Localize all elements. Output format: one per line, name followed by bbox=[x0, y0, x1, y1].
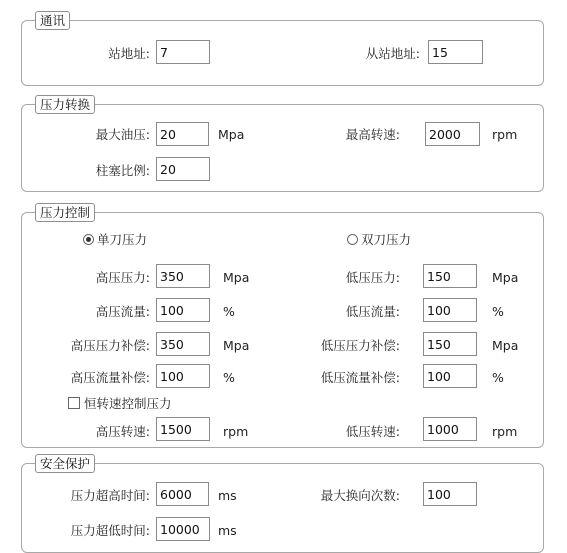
hp-speed-input[interactable] bbox=[156, 417, 210, 441]
hp-flow-comp-label: 高压流量补偿: bbox=[70, 370, 150, 385]
hp-pressure-comp-unit: Mpa bbox=[223, 338, 250, 353]
hp-flow-input[interactable] bbox=[156, 298, 210, 322]
lp-flow-comp-label: 低压流量补偿: bbox=[320, 370, 400, 385]
underpressure-time-unit: ms bbox=[218, 523, 237, 538]
hp-flow-unit: % bbox=[223, 304, 235, 319]
underpressure-time-input[interactable] bbox=[156, 517, 210, 541]
constant-speed-label: 恒转速控制压力 bbox=[84, 396, 172, 411]
overpressure-time-label: 压力超高时间: bbox=[70, 488, 150, 503]
hp-speed-label: 高压转速: bbox=[95, 424, 150, 439]
station-address-input[interactable] bbox=[156, 40, 210, 64]
overpressure-time-unit: ms bbox=[218, 488, 237, 503]
max-speed-unit: rpm bbox=[492, 127, 518, 142]
comm-group-title: 通讯 bbox=[35, 11, 70, 30]
hp-pressure-input[interactable] bbox=[156, 264, 210, 288]
underpressure-time-label: 压力超低时间: bbox=[70, 523, 150, 538]
lp-flow-comp-input[interactable] bbox=[423, 364, 477, 388]
lp-pressure-comp-input[interactable] bbox=[423, 332, 477, 356]
radio-single-blade[interactable] bbox=[83, 232, 147, 248]
lp-flow-comp-unit: % bbox=[492, 370, 504, 385]
lp-pressure-comp-label: 低压压力补偿: bbox=[320, 338, 400, 353]
hp-flow-comp-input[interactable] bbox=[156, 364, 210, 388]
overpressure-time-input[interactable] bbox=[156, 482, 209, 506]
lp-flow-input[interactable] bbox=[423, 298, 477, 322]
hp-flow-comp-unit: % bbox=[223, 370, 235, 385]
hp-pressure-label: 高压压力: bbox=[95, 270, 150, 285]
lp-speed-unit: rpm bbox=[492, 424, 518, 439]
hp-speed-unit: rpm bbox=[223, 424, 249, 439]
max-pressure-unit: Mpa bbox=[218, 127, 245, 142]
max-reversal-label: 最大换向次数: bbox=[320, 488, 400, 503]
lp-flow-label: 低压流量: bbox=[345, 304, 400, 319]
slave-address-input[interactable] bbox=[428, 40, 483, 64]
lp-flow-unit: % bbox=[492, 304, 504, 319]
constant-speed-checkbox[interactable] bbox=[68, 396, 172, 412]
lp-pressure-unit: Mpa bbox=[492, 270, 519, 285]
max-pressure-label: 最大油压: bbox=[95, 127, 150, 142]
radio-single-blade-label: 单刀压力 bbox=[97, 232, 148, 247]
slave-address-label: 从站地址: bbox=[365, 46, 420, 61]
hp-pressure-comp-input[interactable] bbox=[156, 332, 210, 356]
lp-pressure-label: 低压压力: bbox=[345, 270, 400, 285]
radio-selected-icon bbox=[83, 234, 94, 245]
plunger-ratio-input[interactable] bbox=[156, 157, 210, 181]
lp-speed-label: 低压转速: bbox=[345, 424, 400, 439]
control-group-title: 压力控制 bbox=[35, 203, 95, 222]
radio-unselected-icon bbox=[347, 234, 358, 245]
hp-pressure-unit: Mpa bbox=[223, 270, 250, 285]
max-reversal-input[interactable] bbox=[423, 482, 477, 506]
station-address-label: 站地址: bbox=[108, 46, 150, 61]
max-speed-input[interactable] bbox=[425, 122, 480, 146]
max-speed-label: 最高转速: bbox=[345, 127, 400, 142]
radio-double-blade[interactable] bbox=[347, 232, 411, 248]
plunger-ratio-label: 柱塞比例: bbox=[95, 163, 150, 178]
lp-pressure-comp-unit: Mpa bbox=[492, 338, 519, 353]
safety-group bbox=[21, 456, 544, 553]
hp-flow-label: 高压流量: bbox=[95, 304, 150, 319]
lp-pressure-input[interactable] bbox=[423, 264, 477, 288]
conversion-group-title: 压力转换 bbox=[35, 95, 95, 114]
lp-speed-input[interactable] bbox=[423, 417, 477, 441]
max-pressure-input[interactable] bbox=[156, 122, 209, 146]
checkbox-unchecked-icon bbox=[68, 397, 80, 409]
radio-double-blade-label: 双刀压力 bbox=[361, 232, 412, 247]
hp-pressure-comp-label: 高压压力补偿: bbox=[70, 338, 150, 353]
safety-group-title: 安全保护 bbox=[35, 454, 95, 473]
